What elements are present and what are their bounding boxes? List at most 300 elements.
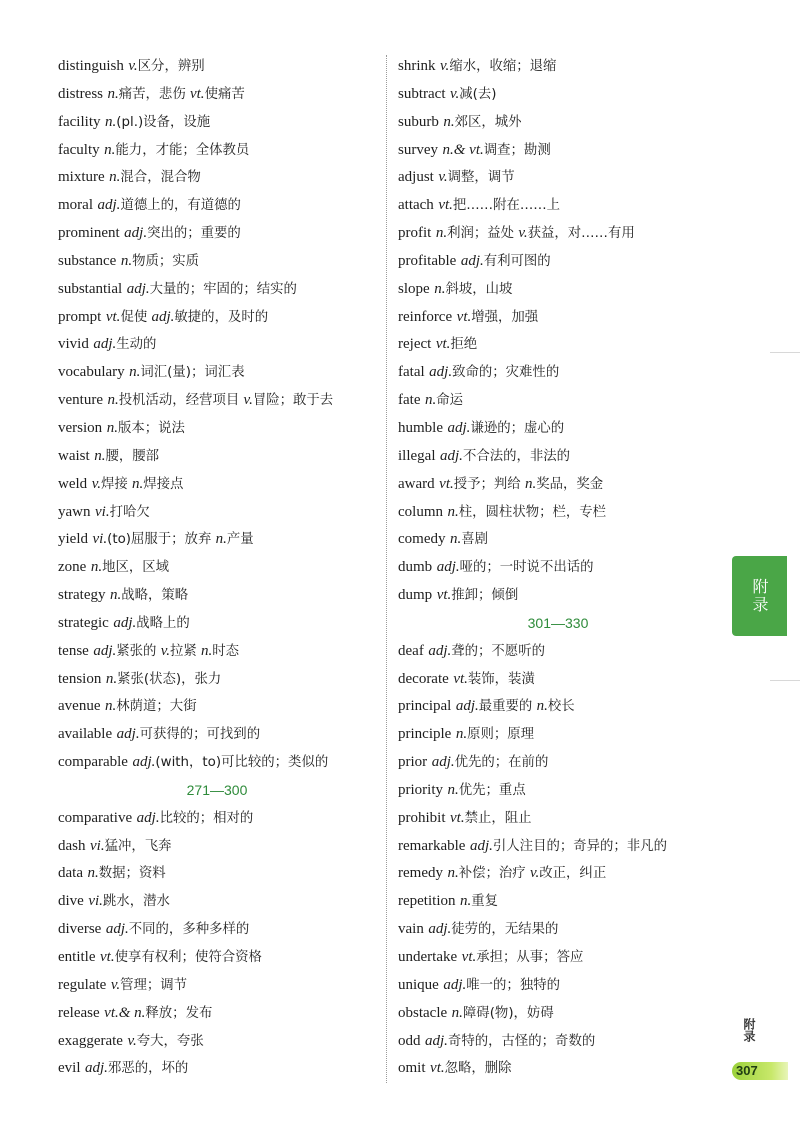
vocab-entry: [398, 359, 718, 387]
vocab-entry: [58, 220, 376, 248]
entry-word: fate: [398, 392, 421, 409]
column-divider: [386, 55, 387, 1083]
entry-definition: 可获得的；可找到的: [139, 727, 261, 743]
entry-word: remedy: [398, 865, 443, 882]
entry-word: tense: [58, 642, 89, 659]
entry-word: undertake: [398, 949, 458, 965]
part-of-speech: adj.: [447, 419, 471, 436]
entry-definition: 有利可图的: [483, 253, 551, 269]
vocab-entry: [398, 860, 718, 888]
part-of-speech: n.: [105, 113, 117, 130]
part-of-speech: vi.: [88, 893, 103, 910]
part-of-speech: adj.: [124, 225, 148, 242]
entry-word: weld: [58, 475, 88, 492]
part-of-speech: vt.: [189, 85, 205, 102]
vocab-entry: [398, 415, 718, 443]
entry-word: dumb: [398, 559, 433, 576]
part-of-speech: n.: [129, 364, 141, 381]
vocab-entry: [398, 53, 718, 81]
part-of-speech: n.: [447, 865, 459, 882]
part-of-speech: adj.: [93, 642, 117, 659]
part-of-speech: n.: [434, 280, 446, 297]
entry-definition: 授予；判给: [453, 476, 525, 492]
vocab-entry: [398, 137, 718, 165]
part-of-speech: n.: [215, 531, 227, 548]
part-of-speech: vt.: [438, 197, 453, 214]
part-of-speech: n.: [120, 252, 133, 269]
entry-definition: 增强，加强: [471, 309, 539, 325]
vocab-entry: [58, 81, 376, 109]
entry-word: illegal: [398, 447, 436, 464]
part-of-speech: vi.: [90, 837, 105, 854]
entry-definition: 大量的；牢固的；结实的: [149, 281, 297, 297]
entry-definition: 改正，纠正: [539, 866, 607, 882]
part-of-speech: v.: [450, 85, 460, 102]
vocab-entry: [58, 693, 376, 721]
vocab-entry: [58, 721, 376, 749]
entry-definition: 奖品，奖金: [536, 476, 604, 492]
part-of-speech: n.: [524, 475, 537, 492]
entry-word: repetition: [398, 893, 456, 910]
vocab-entry: [398, 220, 718, 248]
entry-definition: 管理；调节: [120, 977, 188, 993]
vocab-entry: [58, 860, 376, 888]
entry-definition: 版本；说法: [117, 420, 185, 436]
vocab-entry: [58, 304, 376, 332]
entry-word: humble: [398, 419, 443, 436]
vocab-entry: [398, 331, 718, 359]
entry-word: venture: [58, 392, 103, 409]
part-of-speech: n.: [104, 141, 116, 158]
entry-definition: 利润；益处: [447, 226, 519, 242]
vocab-entry: [58, 888, 376, 916]
part-of-speech: n.: [107, 85, 119, 102]
entry-definition: 忽略，删除: [444, 1061, 512, 1077]
entry-definition: 不同的，多种多样的: [128, 922, 250, 938]
vocab-entry: [58, 916, 376, 944]
entry-definition: 调查；勘测: [483, 142, 551, 158]
part-of-speech: adj.: [132, 754, 156, 771]
part-of-speech: adj.: [93, 336, 117, 353]
left-vocab-column: [58, 53, 376, 1083]
vocab-entry: [58, 1000, 376, 1028]
vocab-entry: [58, 276, 376, 304]
vocab-entry: [398, 777, 718, 805]
vocab-entry: [398, 304, 718, 332]
part-of-speech: v.: [110, 976, 121, 993]
entry-word: faculty: [58, 141, 100, 158]
part-of-speech: vt.: [450, 809, 465, 826]
vocab-entry: [58, 499, 376, 527]
entry-definition: 缩水，收缩；退缩: [449, 59, 557, 74]
part-of-speech: adj.: [436, 559, 460, 576]
entry-definition: 郊区，城外: [454, 114, 522, 130]
vocab-entry: [398, 499, 718, 527]
entry-definition: 夸大，夸张: [136, 1033, 204, 1049]
entry-definition: 释放；发布: [145, 1005, 213, 1021]
part-of-speech: adj.: [136, 809, 160, 826]
part-of-speech: n.: [90, 559, 103, 576]
entry-definition: 时态: [212, 643, 240, 659]
vocab-entry: [58, 638, 376, 666]
entry-word: prompt: [58, 308, 102, 325]
entry-word: substance: [58, 252, 117, 269]
entry-definition: 承担；从事；答应: [476, 950, 584, 965]
part-of-speech: adj.: [126, 280, 150, 297]
entry-word: substantial: [58, 280, 123, 297]
entry-definition: 不合法的，非法的: [462, 448, 571, 464]
vocab-entry: [58, 666, 376, 694]
part-of-speech: n.: [451, 1004, 463, 1021]
vocab-entry: [398, 443, 718, 471]
entry-word: principle: [398, 726, 452, 743]
entry-word: comparable: [58, 754, 128, 771]
vocab-entry: [58, 582, 376, 610]
vocab-entry: [398, 81, 718, 109]
entry-definition: 优先；重点: [458, 782, 526, 798]
entry-definition: 打哈欠: [109, 504, 150, 520]
vocab-entry: [58, 192, 376, 220]
part-of-speech: n.: [106, 419, 118, 436]
entry-word: unique: [398, 976, 439, 993]
entry-word: prohibit: [398, 809, 446, 826]
appendix-tab[interactable]: 附录: [732, 556, 787, 636]
entry-word: reinforce: [398, 308, 453, 325]
part-of-speech: n.: [455, 726, 468, 743]
part-of-speech: adj.: [85, 1060, 108, 1077]
vocab-entry: [58, 833, 376, 861]
part-of-speech: n.: [447, 503, 459, 520]
entry-word: strategic: [58, 614, 109, 631]
entry-definition: 比较的；相对的: [159, 810, 254, 826]
entry-word: vivid: [58, 336, 89, 353]
vocab-entry: [398, 916, 718, 944]
entry-word: dash: [58, 837, 86, 854]
entry-definition: 装饰，装潢: [467, 671, 535, 687]
part-of-speech: adj.: [113, 614, 137, 631]
part-of-speech: vi.: [95, 503, 110, 520]
entry-definition: 跳水，潜水: [102, 894, 170, 910]
part-of-speech: n.: [132, 475, 144, 492]
vocab-entry: [398, 749, 718, 777]
part-of-speech: adj.: [97, 197, 121, 214]
vocab-entry: [58, 610, 376, 638]
part-of-speech: vt.: [430, 1060, 445, 1077]
entry-definition: 奇特的，古怪的；奇数的: [447, 1033, 596, 1049]
page-number: 307: [736, 1063, 758, 1078]
part-of-speech: n.: [105, 698, 117, 715]
entry-word: dump: [398, 587, 433, 604]
vocab-entry: [58, 359, 376, 387]
part-of-speech: adj.: [151, 308, 175, 325]
vocab-entry: [398, 693, 718, 721]
part-of-speech: n.: [109, 169, 121, 186]
vocab-entry: [398, 526, 718, 554]
part-of-speech: n.: [460, 893, 472, 910]
vocab-entry: [398, 833, 718, 861]
entry-word: data: [58, 865, 83, 882]
vocab-entry: [58, 387, 376, 415]
vocab-entry: [58, 109, 376, 137]
entry-word: fatal: [398, 364, 425, 381]
part-of-speech: v.: [128, 58, 138, 74]
entry-definition: 战略上的: [136, 615, 190, 631]
entry-word: prominent: [58, 225, 120, 242]
entry-word: adjust: [398, 169, 434, 186]
part-of-speech: adj.: [429, 364, 453, 381]
entry-definition: (pl.)设备，设施: [116, 114, 211, 130]
entry-definition: 产量: [226, 532, 254, 548]
vocab-entry: [58, 1028, 376, 1056]
entry-definition: 突出的；重要的: [147, 226, 241, 242]
entry-definition: 原则；原理: [467, 727, 535, 743]
entry-definition: 紧张的: [116, 643, 161, 659]
entry-definition: 障碍(物)，妨碍: [462, 1005, 554, 1021]
entry-definition: 混合，混合物: [120, 170, 201, 186]
entry-definition: 引人注目的；奇异的；非凡的: [492, 838, 667, 854]
right-vocab-column: [398, 53, 718, 1083]
vocab-entry: [58, 331, 376, 359]
entry-definition: 物质；实质: [132, 253, 200, 269]
vocab-entry: [398, 109, 718, 137]
vocab-entry: [58, 944, 376, 972]
entry-word: entitle: [58, 949, 96, 965]
entry-definition: 投机活动，经营项目: [118, 393, 244, 409]
vocab-entry: [398, 164, 718, 192]
entry-definition: 获益，对……有用: [527, 226, 635, 242]
entry-word: prior: [398, 754, 428, 771]
vocab-entry: [58, 749, 376, 777]
vocab-entry: [58, 164, 376, 192]
entry-definition: 重复: [471, 894, 499, 910]
entry-definition: 喜剧: [461, 532, 489, 548]
entry-definition: (with，to)可比较的；类似的: [155, 755, 329, 771]
vocab-entry: [58, 526, 376, 554]
entry-word: suburb: [398, 113, 439, 130]
entry-definition: 聋的；不愿听的: [451, 643, 545, 659]
vocab-entry: [398, 1028, 718, 1056]
part-of-speech: adj.: [469, 837, 493, 854]
entry-word: reject: [398, 336, 432, 353]
part-of-speech: vt.: [100, 949, 115, 965]
part-of-speech: adj.: [440, 447, 463, 464]
part-of-speech: adj.: [428, 642, 452, 659]
part-of-speech: adj.: [425, 1032, 448, 1049]
vocab-entry: [58, 415, 376, 443]
entry-definition: 猛冲，飞奔: [104, 838, 172, 854]
part-of-speech: vt.: [461, 949, 477, 965]
entry-word: release: [58, 1004, 100, 1021]
entry-definition: 使享有权利；使符合资格: [114, 950, 262, 965]
entry-word: deaf: [398, 642, 424, 659]
section-heading: 301—330: [527, 614, 589, 631]
entry-definition: 斜坡，山坡: [445, 281, 513, 297]
entry-word: priority: [398, 781, 443, 798]
part-of-speech: n.: [450, 531, 462, 548]
part-of-speech: v.: [440, 58, 450, 74]
entry-word: available: [58, 726, 113, 743]
vocab-entry: [398, 248, 718, 276]
entry-word: profitable: [398, 252, 457, 269]
entry-word: remarkable: [398, 837, 466, 854]
entry-definition: 柱，圆柱状物；栏，专栏: [458, 504, 607, 520]
vocab-entry: [58, 471, 376, 499]
entry-word: distinguish: [58, 58, 124, 74]
entry-definition: 战略，策略: [121, 588, 189, 604]
entry-definition: 林荫道；大街: [116, 699, 197, 715]
entry-word: yield: [58, 531, 88, 548]
entry-definition: 减(去): [459, 86, 497, 102]
part-of-speech: n.: [435, 225, 448, 242]
vocab-entry: [58, 248, 376, 276]
entry-word: subtract: [398, 85, 446, 102]
vocab-entry: [58, 53, 376, 81]
entry-word: dive: [58, 893, 84, 910]
entry-definition: 徒劳的，无结果的: [451, 922, 559, 938]
entry-definition: 拒绝: [450, 337, 478, 353]
entry-definition: 道德上的，有道德的: [120, 198, 241, 214]
entry-word: column: [398, 503, 443, 520]
entry-word: regulate: [58, 976, 107, 993]
part-of-speech: adj.: [428, 921, 452, 938]
vocab-entry: [398, 1055, 718, 1083]
part-of-speech: v.: [91, 475, 101, 492]
part-of-speech: vt.: [436, 587, 452, 604]
vocab-entry: [398, 582, 718, 610]
part-of-speech: n.: [107, 392, 119, 409]
entry-definition: 促使: [120, 309, 152, 325]
entry-word: exaggerate: [58, 1032, 123, 1049]
entry-word: award: [398, 475, 435, 492]
section-heading: 271—300: [186, 781, 248, 798]
vocab-entry: [398, 1000, 718, 1028]
vocab-entry: [58, 972, 376, 1000]
entry-word: principal: [398, 698, 452, 715]
vocab-entry: [398, 805, 718, 833]
vocab-entry: [398, 554, 718, 582]
entry-word: attach: [398, 197, 434, 214]
entry-word: zone: [58, 559, 87, 576]
entry-definition: 补偿；治疗: [458, 866, 530, 882]
entry-definition: 致命的；灾难性的: [452, 365, 560, 381]
entry-definition: 校长: [547, 699, 575, 715]
vocab-entry: [398, 721, 718, 749]
entry-definition: 使痛苦: [204, 86, 245, 102]
part-of-speech: n.: [425, 392, 437, 409]
entry-word: facility: [58, 113, 101, 130]
vocab-entry: [398, 276, 718, 304]
entry-definition: 数据；资料: [98, 866, 166, 882]
part-of-speech: vt.& n.: [104, 1004, 146, 1021]
entry-definition: 谦逊的；虚心的: [470, 420, 565, 436]
part-of-speech: adj.: [105, 921, 129, 938]
part-of-speech: adj.: [443, 976, 467, 993]
vocab-entry: [398, 666, 718, 694]
page-edge-line: [770, 352, 800, 353]
vocab-entry: [398, 387, 718, 415]
part-of-speech: v.: [518, 225, 528, 242]
entry-definition: 地区，区域: [102, 560, 170, 576]
part-of-speech: n.& vt.: [442, 141, 484, 158]
part-of-speech: v.: [438, 169, 448, 186]
vocab-entry: [58, 443, 376, 471]
entry-word: shrink: [398, 58, 436, 74]
entry-word: vocabulary: [58, 364, 125, 381]
vocab-entry: [58, 805, 376, 833]
entry-word: waist: [58, 447, 90, 464]
entry-definition: (to)屈服于；放弃: [107, 532, 216, 548]
entry-definition: 能力，才能；全体教员: [115, 142, 250, 158]
entry-word: omit: [398, 1060, 426, 1077]
part-of-speech: n.: [447, 781, 459, 798]
entry-definition: 禁止，阻止: [464, 810, 532, 826]
entry-word: decorate: [398, 670, 449, 687]
entry-definition: 腰，腰部: [105, 448, 159, 464]
entry-word: survey: [398, 141, 438, 158]
part-of-speech: n.: [201, 642, 213, 659]
entry-word: evil: [58, 1060, 81, 1077]
entry-definition: 区分，辨别: [137, 59, 205, 74]
part-of-speech: vi.: [92, 531, 108, 548]
part-of-speech: vt.: [105, 308, 121, 325]
part-of-speech: v.: [160, 642, 170, 659]
part-of-speech: adj.: [460, 252, 484, 269]
entry-definition: 哑的；一时说不出话的: [459, 560, 594, 576]
vocab-entry: [58, 554, 376, 582]
vocab-entry: [398, 192, 718, 220]
part-of-speech: vt.: [456, 308, 472, 325]
part-of-speech: adj.: [431, 754, 455, 771]
entry-definition: 推卸；倾倒: [451, 588, 519, 604]
vocab-entry: [398, 638, 718, 666]
entry-definition: 生动的: [116, 337, 157, 353]
entry-word: diverse: [58, 921, 102, 938]
entry-definition: 词汇(量)；词汇表: [140, 365, 245, 381]
entry-definition: 紧张(状态)，张力: [117, 671, 222, 687]
appendix-side-label: 附录: [742, 1018, 756, 1042]
entry-word: avenue: [58, 698, 101, 715]
vocab-entry: [398, 944, 718, 972]
entry-word: profit: [398, 225, 432, 242]
entry-definition: 邪恶的，坏的: [107, 1061, 189, 1077]
page-edge-line: [770, 680, 800, 681]
entry-word: slope: [398, 280, 430, 297]
entry-definition: 唯一的；独特的: [466, 977, 560, 993]
part-of-speech: n.: [94, 447, 106, 464]
entry-word: moral: [58, 197, 93, 214]
entry-definition: 焊接点: [143, 476, 184, 492]
vocab-entry: [398, 471, 718, 499]
entry-word: comparative: [58, 809, 133, 826]
entry-word: comedy: [398, 531, 446, 548]
part-of-speech: v.: [127, 1032, 137, 1049]
entry-definition: 焊接: [100, 476, 133, 492]
part-of-speech: v.: [529, 865, 540, 882]
part-of-speech: vt.: [453, 670, 468, 687]
entry-word: version: [58, 419, 103, 436]
part-of-speech: n.: [87, 865, 99, 882]
part-of-speech: adj.: [455, 698, 479, 715]
entry-word: tension: [58, 670, 102, 687]
part-of-speech: n.: [105, 670, 118, 687]
entry-word: strategy: [58, 587, 106, 604]
entry-word: vain: [398, 921, 424, 938]
entry-word: mixture: [58, 169, 105, 186]
part-of-speech: vt.: [435, 336, 451, 353]
part-of-speech: n.: [110, 587, 122, 604]
entry-definition: 痛苦，悲伤: [118, 86, 190, 102]
entry-definition: 最重要的: [478, 699, 537, 715]
